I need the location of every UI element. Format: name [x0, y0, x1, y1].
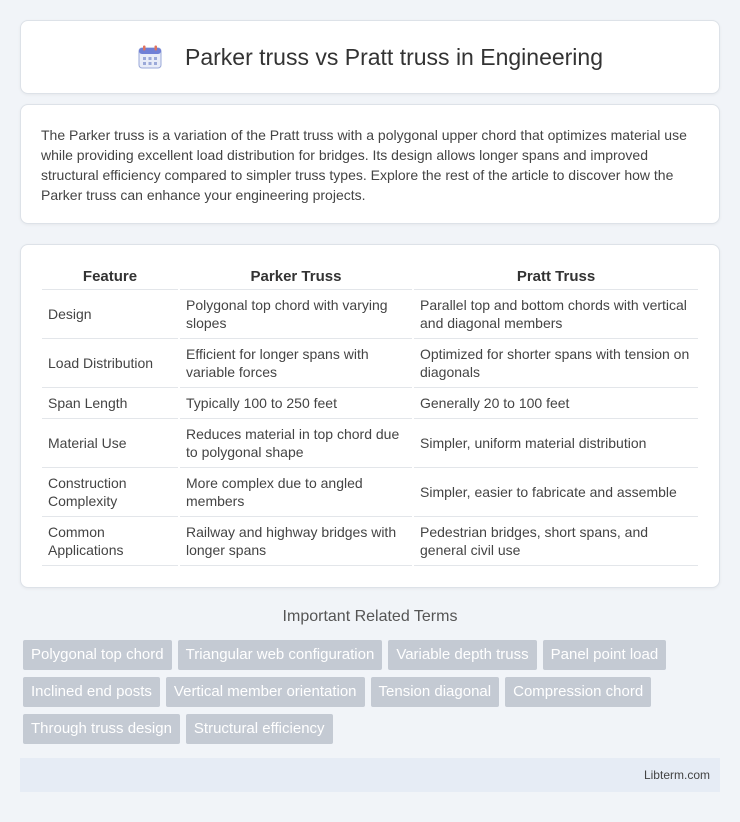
table-row	[42, 418, 698, 467]
table-row	[42, 387, 698, 418]
table-row	[42, 516, 698, 565]
page-title: Parker truss vs Pratt truss in Engineering	[185, 43, 603, 70]
table-cell: Span Length	[42, 387, 179, 418]
related-terms-list	[23, 640, 723, 744]
table-cell: Material Use	[42, 418, 179, 467]
tag-panel-point-load[interactable]: Panel point load	[543, 640, 667, 670]
table-cell: Design	[42, 289, 179, 338]
tag-variable-depth-truss[interactable]: Variable depth truss	[388, 640, 536, 670]
tag-tension-diagonal[interactable]: Tension diagonal	[371, 677, 500, 707]
page-header	[20, 20, 720, 94]
table-cell: Generally 20 to 100 feet	[413, 387, 698, 418]
tag-inclined-end-posts[interactable]: Inclined end posts	[23, 677, 160, 707]
table-row	[42, 467, 698, 516]
table-cell: Common Applications	[42, 516, 179, 565]
table-cell: Polygonal top chord with varying slopes	[179, 289, 413, 338]
column-header: Feature	[42, 265, 179, 289]
table-cell: Simpler, easier to fabricate and assemble	[413, 467, 698, 516]
table-cell: More complex due to angled members	[179, 467, 413, 516]
table-cell: Typically 100 to 250 feet	[179, 387, 413, 418]
column-header: Pratt Truss	[413, 265, 698, 289]
table-cell: Construction Complexity	[42, 467, 179, 516]
table-cell: Efficient for longer spans with variable forces	[179, 338, 413, 387]
tag-through-truss-design[interactable]: Through truss design	[23, 714, 180, 744]
table-cell: Optimized for shorter spans with tension on diagonals	[413, 338, 698, 387]
comparison-table	[42, 265, 698, 566]
tag-vertical-member-orientation[interactable]: Vertical member orientation	[166, 677, 365, 707]
related-terms-title: Important Related Terms	[282, 608, 458, 625]
footer-brand-link[interactable]: Libterm.com	[643, 768, 710, 782]
table-cell: Parallel top and bottom chords with vertical and diagonal members	[413, 289, 698, 338]
comparison-card	[20, 244, 720, 588]
table-row	[42, 289, 698, 338]
column-header: Parker Truss	[179, 265, 413, 289]
table-cell: Railway and highway bridges with longer spans	[179, 516, 413, 565]
table-cell: Pedestrian bridges, short spans, and general civil use	[413, 516, 698, 565]
table-cell: Load Distribution	[42, 338, 179, 387]
tag-triangular-web-configuration[interactable]: Triangular web configuration	[178, 640, 383, 670]
tag-structural-efficiency[interactable]: Structural efficiency	[186, 714, 333, 744]
table-row	[42, 338, 698, 387]
tag-polygonal-top-chord[interactable]: Polygonal top chord	[23, 640, 172, 670]
intro-card	[20, 104, 720, 224]
tag-compression-chord[interactable]: Compression chord	[505, 677, 651, 707]
calendar-icon	[137, 44, 163, 70]
intro-text: The Parker truss is a variation of the Pratt truss with a polygonal upper chord that optimizes material use while providing excellent load distribution for bridges. Its design allows longer spans and improved structural efficiency compared to simpler truss types. Explore the rest of the article to discover how the Parker truss can enhance your engineering projects.	[41, 127, 687, 203]
table-cell: Simpler, uniform material distribution	[413, 418, 698, 467]
table-cell: Reduces material in top chord due to polygonal shape	[179, 418, 413, 467]
table-header-row	[42, 265, 698, 289]
footer	[20, 758, 720, 792]
